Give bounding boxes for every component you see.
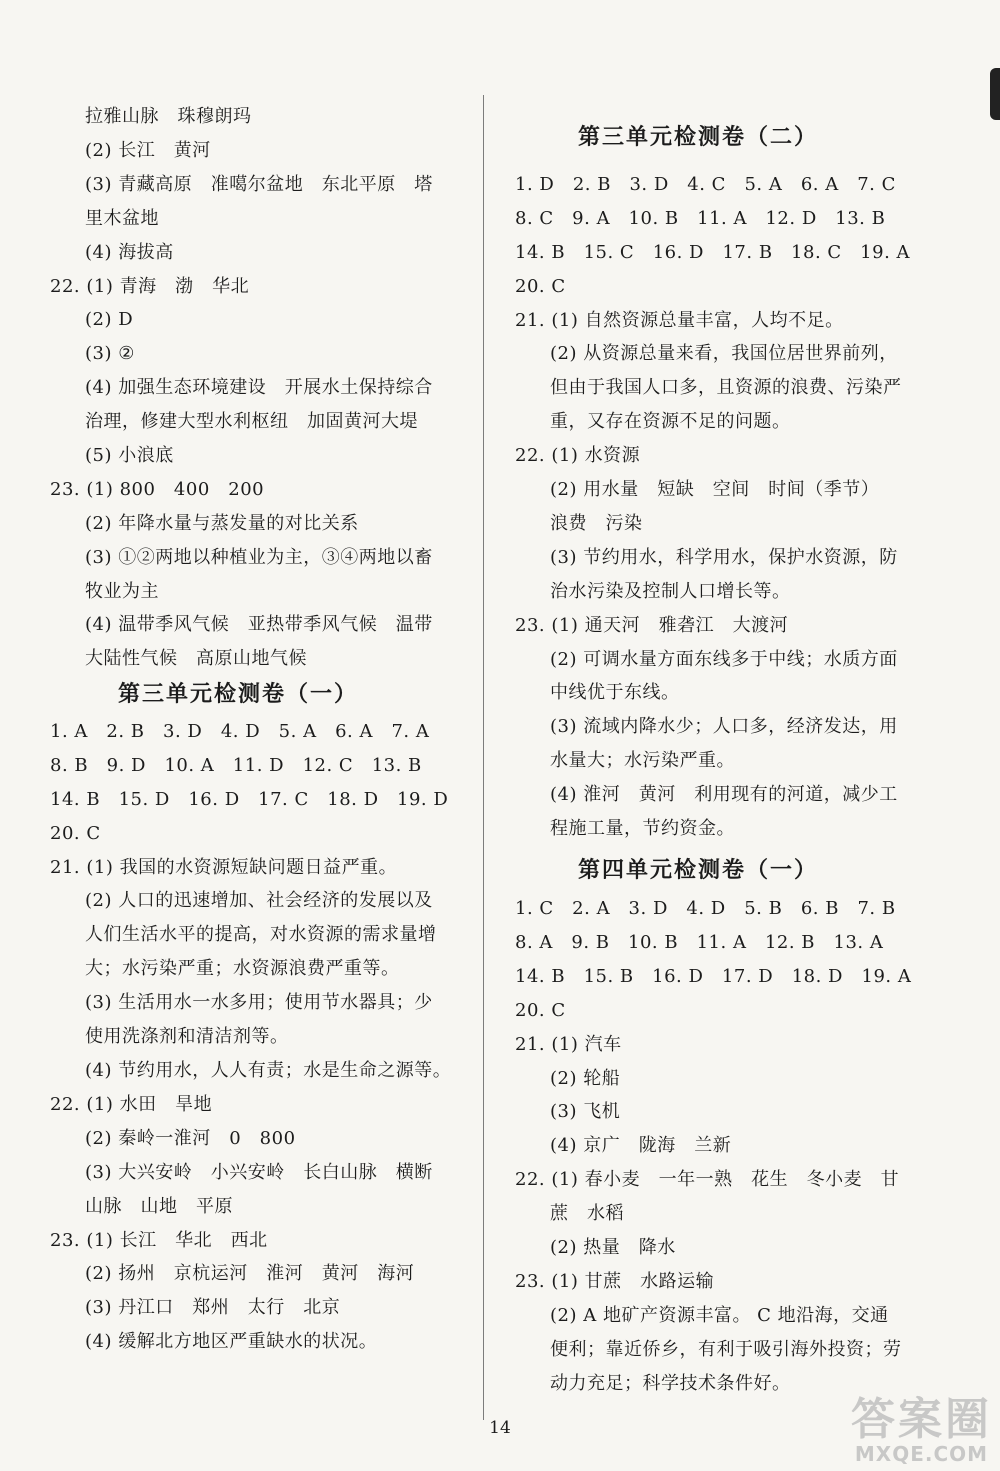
answer-line: 21. (1) 自然资源总量丰富，人均不足。 [515,310,844,331]
answer-line: 水量大；水污染严重。 [550,750,735,771]
answer-line: (4) 京广 陇海 兰新 [550,1135,732,1156]
answer-line: (3) 流域内降水少；人口多，经济发达，用 [550,716,898,737]
page-edge-mark [990,68,1000,120]
answer-line: 中线优于东线。 [550,682,680,703]
answer-line: 21. (1) 我国的水资源短缺问题日益严重。 [50,857,398,878]
answer-line: 20. C [515,1000,566,1021]
answer-line: (2) 轮船 [550,1068,621,1089]
answer-line: (3) ①②两地以种植业为主，③④两地以畜 [85,547,433,568]
answer-line: 14. B 15. C 16. D 17. B 18. C 19. A [515,242,911,263]
answer-line: 22. (1) 水资源 [515,445,641,466]
answer-line: (2) D [85,309,134,330]
answer-line: 22. (1) 水田 旱地 [50,1094,213,1115]
answer-line: 1. A 2. B 3. D 4. D 5. A 6. A 7. A [50,721,430,742]
answer-line: (2) 用水量 短缺 空间 时间（季节） [550,479,880,500]
answer-line: 动力充足；科学技术条件好。 [550,1373,791,1394]
answer-line: (4) 加强生态环境建设 开展水土保持综合 [85,377,433,398]
answer-line: 牧业为主 [85,581,159,602]
answer-line: 但由于我国人口多，且资源的浪费、污染严 [550,377,902,398]
answer-line: 大；水污染严重；水资源浪费严重等。 [85,958,400,979]
section-title: 第三单元检测卷（二） [578,124,819,150]
watermark [851,1394,992,1466]
answer-line: (2) 年降水量与蒸发量的对比关系 [85,513,359,534]
answer-line: 21. (1) 汽车 [515,1034,622,1055]
answer-line: 山脉 山地 平原 [85,1196,233,1217]
answer-line: (4) 海拔高 [85,242,174,263]
answer-line: (3) ② [85,343,135,364]
watermark-logo-text: 答案圈 [851,1394,992,1445]
answer-line: 程施工量，节约资金。 [550,818,735,839]
answer-line: 14. B 15. D 16. D 17. C 18. D 19. D [50,789,449,810]
answer-line: 便利；靠近侨乡，有利于吸引海外投资；劳 [550,1339,902,1360]
answer-line: (5) 小浪底 [85,445,174,466]
answer-line: 23. (1) 通天河 雅砻江 大渡河 [515,615,789,636]
answer-line: 22. (1) 青海 渤 华北 [50,276,250,297]
answer-line: (4) 缓解北方地区严重缺水的状况。 [85,1331,378,1352]
answer-line: (3) 大兴安岭 小兴安岭 长白山脉 横断 [85,1162,433,1183]
answer-line: (2) 扬州 京杭运河 淮河 黄河 海河 [85,1263,415,1284]
answer-line: (2) 长江 黄河 [85,140,211,161]
answer-line: 23. (1) 甘蔗 水路运输 [515,1271,715,1292]
answer-line: (3) 丹江口 郑州 太行 北京 [85,1297,341,1318]
answer-line: (4) 温带季风气候 亚热带季风气候 温带 [85,614,433,635]
answer-line: 蔗 水稻 [550,1203,624,1224]
answer-line: 拉雅山脉 珠穆朗玛 [85,106,252,127]
answer-line: 20. C [50,823,101,844]
answer-line: 22. (1) 春小麦 一年一熟 花生 冬小麦 甘 [515,1169,900,1190]
watermark-url: MXQE.COM [854,1442,989,1466]
answer-line: (3) 生活用水一水多用；使用节水器具；少 [85,992,433,1013]
answer-line: 8. C 9. A 10. B 11. A 12. D 13. B [515,208,886,229]
section-title: 第三单元检测卷（一） [118,681,359,707]
answer-line: 浪费 污染 [550,513,643,534]
answer-line: 8. B 9. D 10. A 11. D 12. C 13. B [50,755,422,776]
answer-line: (2) 热量 降水 [550,1237,676,1258]
answer-line: (2) 可调水量方面东线多于中线；水质方面 [550,649,898,670]
answer-line: (4) 淮河 黄河 利用现有的河道，减少工 [550,784,898,805]
answer-line: 1. C 2. A 3. D 4. D 5. B 6. B 7. B [515,898,896,919]
answer-line: 治水污染及控制人口增长等。 [550,581,791,602]
answer-line: 23. (1) 800 400 200 [50,479,265,500]
answer-line: 治理，修建大型水利枢纽 加固黄河大堤 [85,411,418,432]
answer-line: (3) 节约用水，科学用水，保护水资源，防 [550,547,898,568]
answer-line: (2) 人口的迅速增加、社会经济的发展以及 [85,890,433,911]
answer-line: (2) 秦岭一淮河 0 800 [85,1128,296,1149]
answer-line: 使用洗涤剂和清洁剂等。 [85,1026,289,1047]
answer-line: (4) 节约用水，人人有责；水是生命之源等。 [85,1060,452,1081]
answer-line: (3) 青藏高原 准噶尔盆地 东北平原 塔 [85,174,433,195]
answer-line: 大陆性气候 高原山地气候 [85,648,307,669]
answer-line: 14. B 15. B 16. D 17. D 18. D 19. A [515,966,912,987]
answer-line: 23. (1) 长江 华北 西北 [50,1230,268,1251]
page-number: 14 [489,1418,511,1438]
answer-line: 重，又存在资源不足的问题。 [550,411,791,432]
section-title: 第四单元检测卷（一） [578,857,819,883]
column-divider [483,95,484,1420]
answer-line: (2) A 地矿产资源丰富。 C 地沿海，交通 [550,1305,889,1326]
answer-line: 20. C [515,276,566,297]
answer-line: 1. D 2. B 3. D 4. C 5. A 6. A 7. C [515,174,896,195]
answer-line: 8. A 9. B 10. B 11. A 12. B 13. A [515,932,884,953]
answer-line: 人们生活水平的提高，对水资源的需求量增 [85,924,437,945]
answer-line: (2) 从资源总量来看，我国位居世界前列， [550,343,898,364]
answer-line: (3) 飞机 [550,1101,621,1122]
answer-line: 里木盆地 [85,208,159,229]
